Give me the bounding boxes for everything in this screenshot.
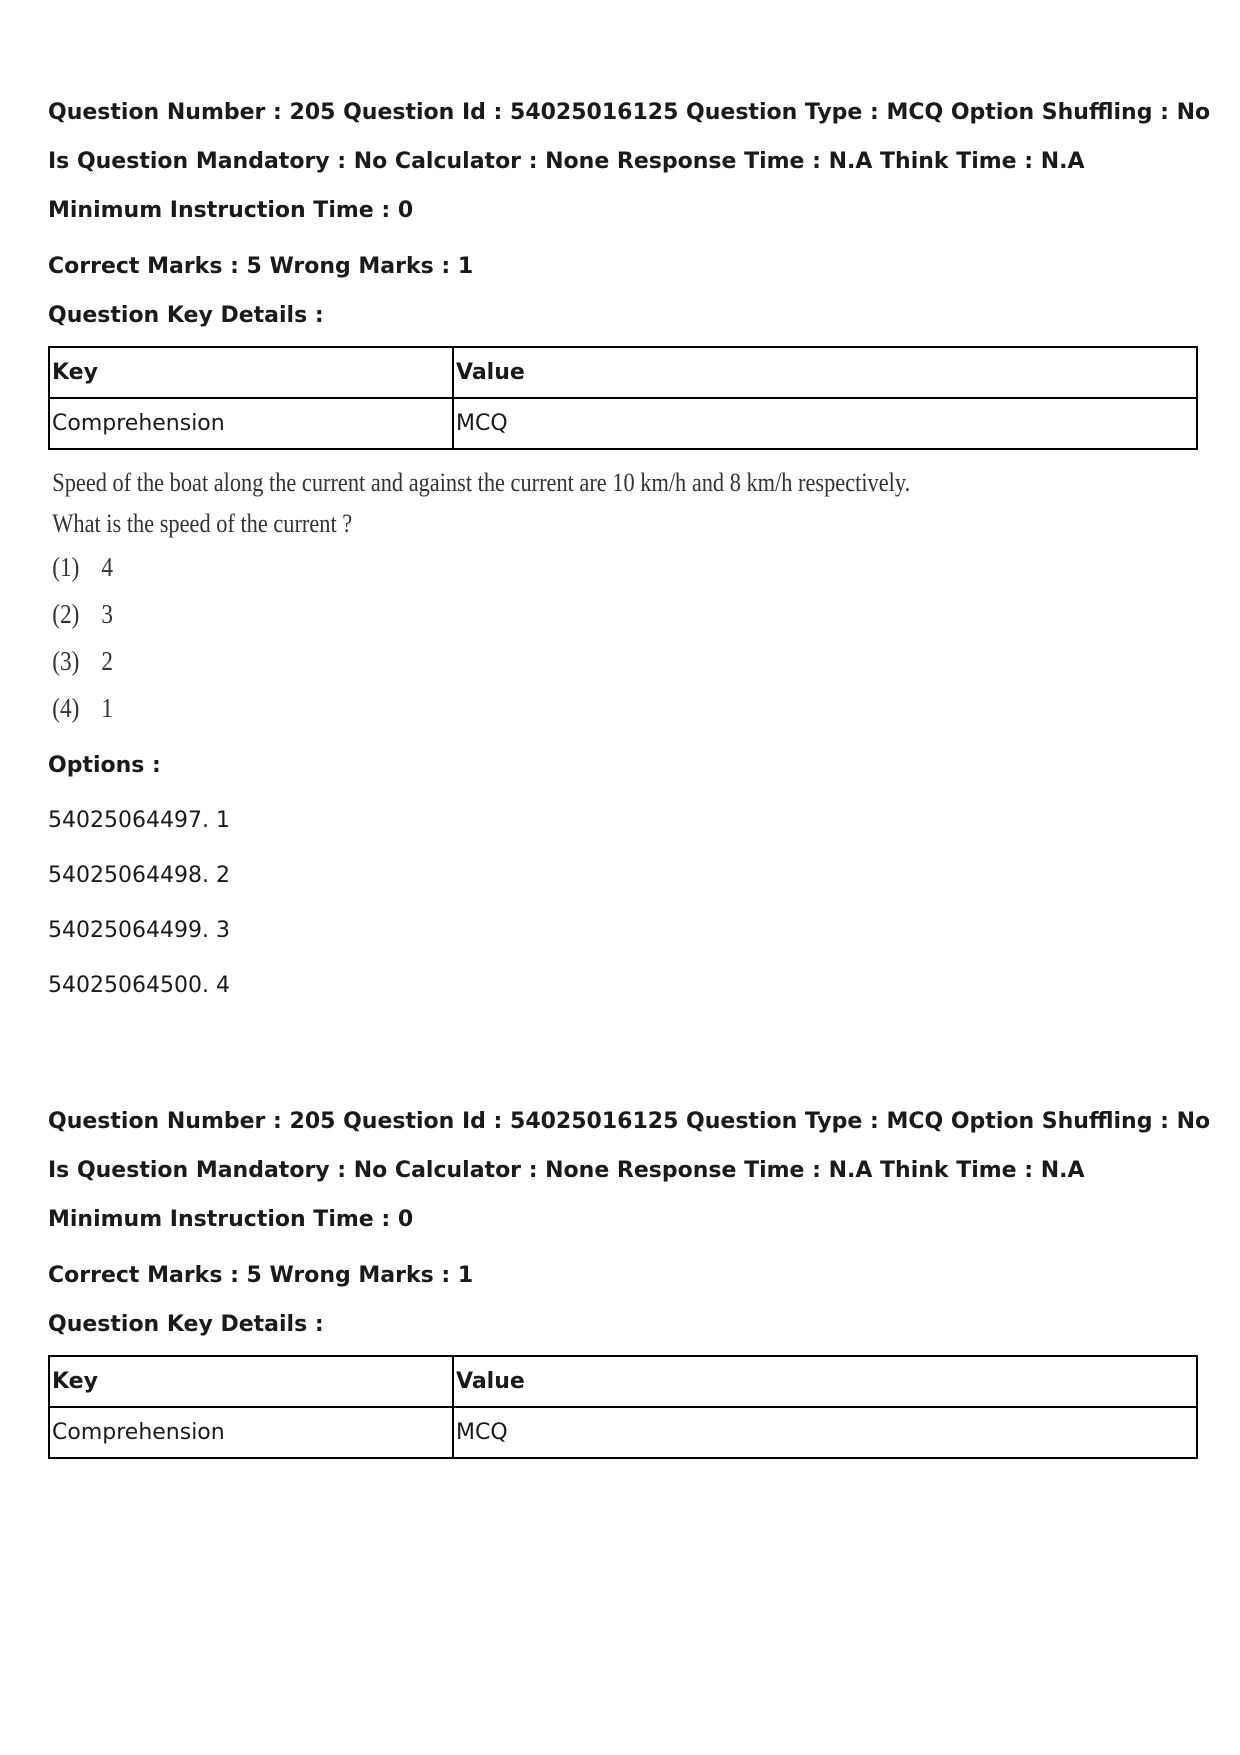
choice-value: 4	[101, 552, 113, 582]
option-item: 54025064497. 1	[48, 808, 230, 833]
marks-line: Correct Marks : 5 Wrong Marks : 1	[48, 254, 474, 279]
question-meta-line: Question Number : 205 Question Id : 54025016125 Question Type : MCQ Option Shuffling : No	[48, 100, 1211, 125]
option-item: 54025064499. 3	[48, 918, 230, 943]
question-choice	[52, 638, 1037, 685]
option-item: 54025064500. 4	[48, 973, 230, 998]
table-cell: MCQ	[453, 1407, 1197, 1458]
question-meta-line: Minimum Instruction Time : 0	[48, 1207, 414, 1232]
question-block	[48, 1097, 1211, 1459]
options-label: Options :	[48, 753, 161, 778]
key-details-label: Question Key Details :	[48, 1312, 324, 1337]
key-details-table	[48, 1355, 1198, 1459]
table-header-cell: Value	[453, 1356, 1197, 1407]
question-choice	[52, 544, 1037, 591]
table-cell: MCQ	[453, 398, 1197, 449]
table-cell: Comprehension	[49, 398, 453, 449]
question-choice	[52, 685, 1037, 732]
table-header-cell: Key	[49, 347, 453, 398]
key-details-table	[48, 346, 1198, 450]
question-meta-line: Question Number : 205 Question Id : 54025016125 Question Type : MCQ Option Shuffling : No	[48, 1109, 1211, 1134]
question-choice	[52, 591, 1037, 638]
question-text: Speed of the boat along the current and against the current are 10 km/h and 8 km/h respectively.	[52, 468, 911, 497]
table-header-cell: Value	[453, 347, 1197, 398]
table-header-cell: Key	[49, 1356, 453, 1407]
question-meta-line: Is Question Mandatory : No Calculator : None Response Time : N.A Think Time : N.A	[48, 1158, 1085, 1183]
choice-value: 1	[101, 693, 113, 723]
choice-number: (2)	[52, 599, 80, 629]
option-item: 54025064498. 2	[48, 863, 230, 888]
choice-number: (4)	[52, 693, 80, 723]
table-row	[49, 398, 1197, 449]
options-section	[48, 738, 1198, 1013]
table-header-row	[49, 347, 1197, 398]
question-meta-line: Is Question Mandatory : No Calculator : None Response Time : N.A Think Time : N.A	[48, 149, 1085, 174]
choice-value: 3	[101, 599, 113, 629]
question-block	[48, 88, 1211, 1013]
table-row	[49, 1407, 1197, 1458]
question-image	[48, 462, 1037, 732]
choice-number: (3)	[52, 646, 80, 676]
table-cell: Comprehension	[49, 1407, 453, 1458]
table-header-row	[49, 1356, 1197, 1407]
question-choices	[52, 544, 1037, 732]
choice-number: (1)	[52, 552, 80, 582]
choice-value: 2	[101, 646, 113, 676]
key-details-label: Question Key Details :	[48, 303, 324, 328]
question-text: What is the speed of the current ?	[52, 509, 353, 538]
options-list	[48, 793, 1198, 1013]
marks-line: Correct Marks : 5 Wrong Marks : 1	[48, 1263, 474, 1288]
question-meta-line: Minimum Instruction Time : 0	[48, 198, 414, 223]
